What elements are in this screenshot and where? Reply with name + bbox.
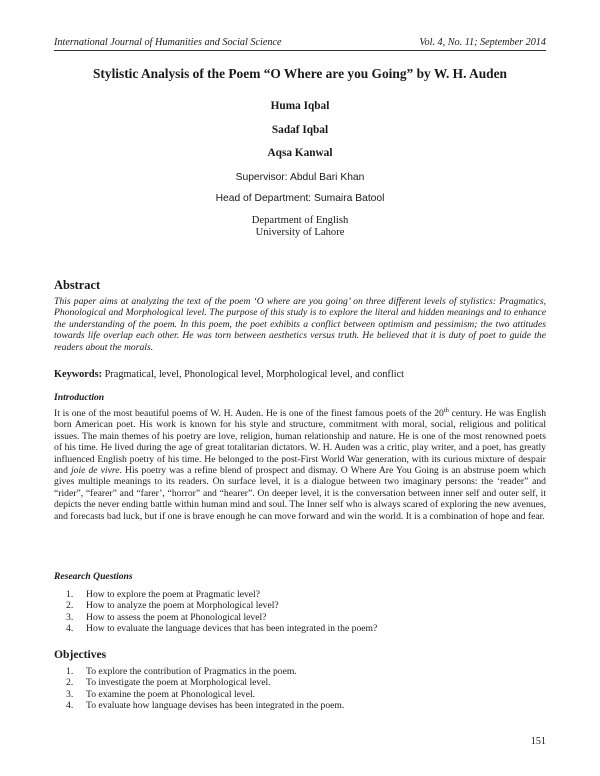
introduction-heading: Introduction (54, 392, 105, 403)
head-of-department: Head of Department: Sumaira Batool (215, 193, 385, 204)
research-questions-list (66, 589, 540, 634)
supervisor: Supervisor: Abdul Bari Khan (235, 172, 365, 183)
introduction-text: It is one of the most beautiful poems of W. H. Auden. He is one of the finest famous poets of the 20th century. He was English born American poet. His work is known for his style and structure, commitment with moral, social, religious and political issues. The main themes of his poetry are love, religion, human relationship and nature. He is one of the most renowned poets of his time. He lived during the age of great totalitarian dictators. W. H. Auden was a critic, play writer, and a poet, has greatly influenced English poetry of his time. He belonged to the post-First World War generation, with its curious mixture of despair and joie de vivre. His poetry was a refine blend of prospect and dismay. O Where Are You Going is an abstruse poem which gives multiple meanings to its readers. On surface level, it is a dialogue between two imaginary persons: the ‘reader” and “rider”, “fearer” and “farer’, “horror” and “hearer”. On deeper level, it is the conversation between inner self and outer self, it depicts the never ending battle within human mind and soul. The Inner self who is always scared of exploring the new avenues, and forecasts bad luck, but if one is brave enough he can move forward and win the world. It is a combination of hope and fear. (54, 406, 547, 522)
list-item: 3. How to assess the poem at Phonological level? (66, 611, 267, 623)
paper-title: Stylistic Analysis of the Poem “O Where are you Going” by W. H. Auden (92, 66, 508, 81)
keywords-label: Keywords: (54, 369, 103, 380)
list-item: 4. How to evaluate the language devices that has been integrated in the poem? (66, 622, 378, 634)
keywords-text: Pragmatical, level, Phonological level, Morphological level, and conflict (104, 369, 405, 380)
author-name: Huma Iqbal (270, 100, 330, 112)
journal-name: International Journal of Humanities and Social Science (54, 37, 282, 48)
keywords (54, 368, 546, 381)
list-item: 3. To examine the poem at Phonological level. (66, 688, 256, 700)
ordinal-suffix: th (443, 406, 449, 414)
list-item: 1. How to explore the poem at Pragmatic level? (66, 589, 260, 600)
list-item: 2. How to analyze the poem at Morphological level? (66, 600, 279, 612)
university: University of Lahore (255, 227, 345, 238)
research-questions-heading: Research Questions (54, 571, 133, 582)
list-item: 4. To evaluate how language devises has been integrated in the poem. (66, 699, 345, 711)
department: Department of English (251, 215, 349, 226)
page-number: 151 (530, 736, 546, 747)
author-name: Aqsa Kanwal (267, 147, 333, 159)
list-item: 2. To investigate the poem at Morphological level. (66, 677, 271, 689)
issue-info: Vol. 4, No. 11; September 2014 (419, 37, 546, 48)
italic-phrase: joie de vivre (70, 465, 120, 477)
author-name: Sadaf Iqbal (271, 124, 329, 136)
list-item: 1. To explore the contribution of Pragmatics in the poem. (66, 666, 297, 677)
objectives-list (66, 666, 540, 711)
running-header (54, 37, 546, 51)
objectives-heading: Objectives (54, 648, 107, 661)
abstract-text: This paper aims at analyzing the text of the poem ‘O where are you going’ on three different levels of stylistics: Pragmatics, Phonological and Morphological level. The purpose of this study is to explore the literal and hidden meanings and to enhance the understanding of the poem. In this poem, the poet exhibits a conflict between optimism and pessimism; the two attitudes towards life overlap each other. He was torn between aesthetics versus truth. He believed that it is duty of poet to guide the readers about the morals. (54, 296, 546, 353)
abstract-heading: Abstract (54, 278, 101, 292)
